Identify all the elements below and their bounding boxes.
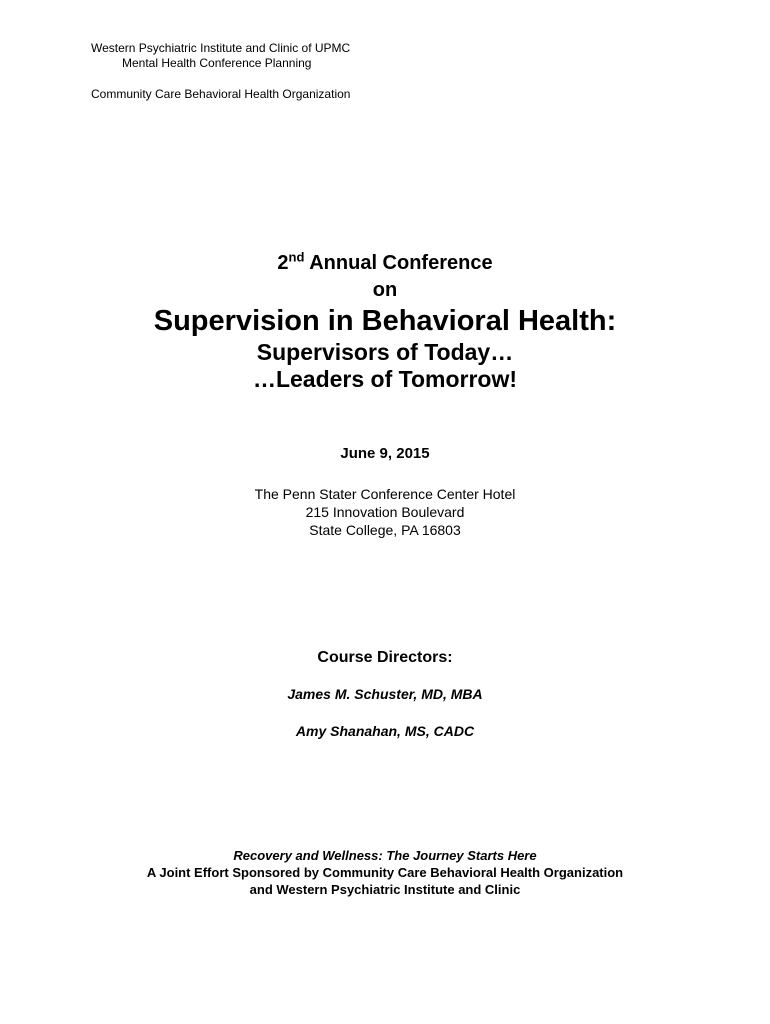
header-organization: Community Care Behavioral Health Organization <box>91 87 351 101</box>
venue-name: The Penn Stater Conference Center Hotel <box>254 486 516 502</box>
event-date: June 9, 2015 <box>340 445 430 462</box>
directors-heading: Course Directors: <box>317 649 453 666</box>
ordinal-suffix: nd <box>288 249 305 265</box>
footer-sponsor-line-2: and Western Psychiatric Institute and Clinic <box>249 882 521 897</box>
director-name-2: Amy Shanahan, MS, CADC <box>295 723 475 739</box>
footer-sponsor-line-1: A Joint Effort Sponsored by Community Care Behavioral Health Organization <box>146 865 624 880</box>
venue-address: 215 Innovation Boulevard <box>305 504 465 520</box>
header-institute: Western Psychiatric Institute and Clinic of UPMC <box>91 41 351 55</box>
footer-tagline: Recovery and Wellness: The Journey Starts Here <box>233 848 537 863</box>
venue-city: State College, PA 16803 <box>309 522 461 538</box>
annual-conference-text: Annual Conference <box>304 252 493 274</box>
header-planning: Mental Health Conference Planning <box>122 56 312 70</box>
main-title: Supervision in Behavioral Health: <box>153 305 617 337</box>
conference-ordinal-title <box>0 250 770 276</box>
ordinal-number: 2 <box>277 252 289 274</box>
title-on: on <box>372 279 398 301</box>
subtitle-line-2: …Leaders of Tomorrow! <box>252 366 518 392</box>
subtitle-line-1: Supervisors of Today… <box>256 339 514 365</box>
director-name-1: James M. Schuster, MD, MBA <box>287 686 483 702</box>
